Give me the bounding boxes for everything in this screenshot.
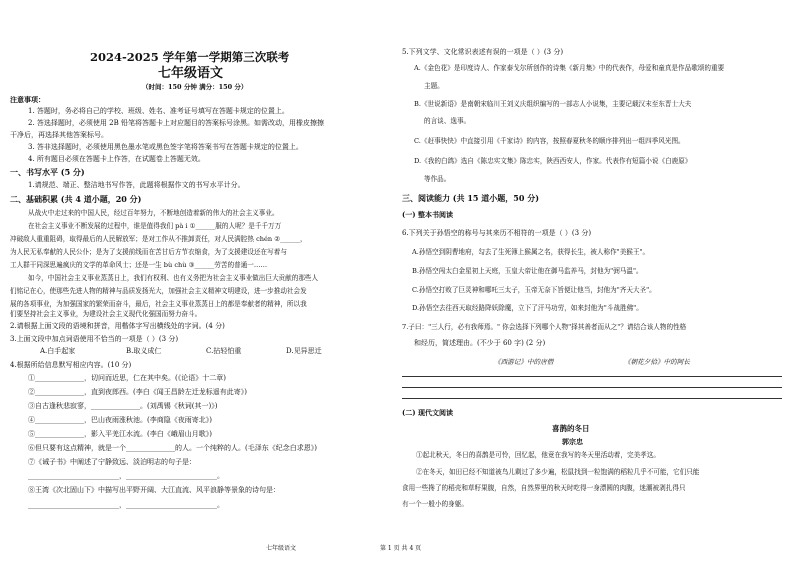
passage-line: 在社会主义事业不断发展的过程中，谁是值得我们 pà i ①______服的人呢？是千千万万 (28, 222, 282, 230)
q4-item: ⑦《诫子书》中阐述了宁静致远、淡泊明志的句子是： (28, 458, 196, 466)
q6-option: B.孙悟空闯太白金星初上天庭，玉皇大帝让他在御马监养马，封他为"弼马温"。 (412, 267, 643, 275)
q4-item: ④______________，巴山夜雨涨秋池。(李商隐《夜雨寄北》) (28, 416, 212, 424)
notice-item: 4. 所有题目必须在答题卡上作答，在试题卷上答题无效。 (28, 155, 205, 163)
footer-page-number: 第 1 页 共 4 页 (380, 545, 422, 552)
q6-option: D.孙悟空去往西天取经路降妖除魔，立下了汗马功劳，如来封他为"斗战胜佛"。 (412, 304, 643, 312)
exam-title: 2024-2025 学年第一学期第三次联考 (90, 50, 290, 64)
passage-line: 从战火中走过来的中国人民，经过百年努力，不断地创造着新的伟大的社会主义事业。 (28, 209, 279, 217)
article-paragraph: ②在冬天，如田已经不知道被鸟儿剩过了多少遍，松鼠找到一粒饱满的稻粒几乎不可能，它们只能 (416, 468, 700, 476)
answer-line[interactable] (402, 376, 782, 377)
notice-heading: 注意事项： (10, 96, 45, 104)
footer-subject: 七年级语文 (266, 545, 297, 552)
question-2: 2.请根据上面文段的语境和拼音，用楷体字写出横线处的字词。(4 分) (10, 322, 225, 330)
q3-option-d: D.见异思迁 (286, 347, 322, 355)
q5-option: B.《世说新语》是南朝宋临川王刘义庆组织编写的一部志人小说集，主要记载汉末至东晋士大夫 (414, 100, 692, 108)
q6-option: A.孙悟空到阴曹地府，勾去了生死簿上猴属之名，获得长生，被人称作"美猴王"。 (412, 248, 650, 256)
q7-choice-1: 《西游记》中的唐僧 (494, 358, 554, 366)
section1-text: 1.请规范、端正、整洁地书写作答，此题将根据作文的书写水平计分。 (28, 181, 245, 189)
q5-option: 主题。 (424, 82, 444, 90)
passage-line: 们铭记在心，使那些先进人物的精神与品质发扬光大，加强社会主义精神文明建设，进一步推动社会发 (10, 287, 307, 295)
q5-option: C.《赶事快快》中直接引用《千家诗》的内容，按照春夏秋冬的顺序排列出一组四季风光图。 (414, 137, 685, 145)
section3-title: 三、阅读能力 (共 15 道小题，50 分) (402, 193, 539, 203)
answer-line[interactable] (402, 387, 782, 388)
section2-title: 二、基础积累 (共 4 道小题，20 分) (10, 194, 142, 204)
passage-line: 展的各项事业，为加强国家的繁荣而奋斗，最后，社会主义事业蒸蒸日上的都是奉献者的精神，所以我 (10, 300, 307, 308)
article-paragraph: ①起北秋天，冬日的喜鹊是可怜，回忆起，他竟在我写的冬天里活动着，完美孝这。 (416, 451, 660, 459)
q4-item: ③自古逢秋悲寂寥，______________。(刘禹锡《秋词(其一)》) (28, 402, 218, 410)
question-7-cont: 和经历，简述理由。(不少于 60 字) (2 分) (414, 339, 546, 347)
q6-option: C.孙悟空打败了巨灵神和哪吒三太子，玉帝无奈下旨便让他当，封他为"齐天大圣"。 (412, 286, 656, 294)
q4-item: ⑤______________，影入平羌江水流。(李白《峨眉山月歌》) (28, 430, 212, 438)
question-7: 7.子曰："三人行，必有我师焉。" 你会选择下列哪个人物"择其善者而从之"？请结合该人物的性格 (402, 323, 687, 331)
q5-option: D.《我的白鸽》选自《陈忠实文集》陈忠实，陕西西安人，作家。代表作有短篇小说《白鹿原》 (414, 157, 692, 165)
subsection-1-title: (一) 整本书阅读 (402, 210, 454, 219)
q4-item: ⑥但只要有这点精神，就是一个______________的人。一个纯粹的人。(毛泽东《纪念白求恩》) (28, 444, 317, 452)
passage-line: 如今，中国社会主义事业蒸蒸日上，我们有权利、也有义务把为社会主义事业做出巨大贡献的那些人 (28, 274, 319, 282)
q4-item: ②______________，直到夜郎西。(李白《闻王昌龄左迁龙标遥有此寄》) (28, 388, 247, 396)
q7-choice-2: 《朝花夕拾》中的阿长 (624, 358, 690, 366)
passage-line: 们要坚持社会主义事业，为建设社会主义现代化强国而努力奋斗。 (10, 310, 202, 318)
passage-line: 工人群干同深思遍疯庆的文学的革命风士；还是一生 bù chù ③______劳苦的普通一…… (10, 261, 268, 269)
q4-item: __________________________，__________________________。 (28, 501, 224, 509)
subsection-2-title: (二) 现代文阅读 (402, 408, 454, 417)
question-5: 5.下列文学、文化常识表述有误的一项是（ ）(3 分) (402, 48, 564, 56)
notice-item: 2. 答选择题时，必须使用 2B 铅笔将答题卡上对应题目的答案标号涂黑。如需改动，用橡皮擦擦 (28, 119, 324, 127)
subject-title: 七年级语文 (158, 66, 224, 81)
passage-line: 冲破敌人重重阻碍，取得最后的人民解放军；是对工作从不推卸责任，对人民满腔热 chén ②______， (10, 235, 307, 243)
q5-option: A.《金色花》是印度诗人、作家泰戈尔所创作的诗集《新月集》中的代表作，母爱和童真是作品歌颂的重要 (414, 64, 725, 72)
article-paragraph: 有一个一般小的身躯。 (402, 500, 468, 508)
q4-item: __________________________，__________________________。 (28, 472, 224, 480)
question-6: 6.下列关于孙悟空的称号与其来历不相符的一项是（ ）(3 分) (402, 229, 592, 237)
exam-info: （时间：150 分钟 满分：150 分） (142, 83, 248, 91)
article-title: 喜鹊的冬日 (552, 424, 590, 433)
q5-option: 的言谈、逸事。 (424, 117, 471, 125)
q3-option-b: B.取义成仁 (126, 347, 162, 355)
notice-item: 干净后，再选择其他答案标号。 (10, 131, 108, 139)
q4-item: ⑧王湾《次北固山下》中描写出平野开阔、大江直流、风平浪静等景象的诗句是： (28, 486, 280, 494)
passage-line: 为人民无私奉献的人民公仆；是为了支援前线而在苦甘后方节衣缩食，为了支援建设还在写着与 (10, 248, 287, 256)
section1-title: 一、书写水平 (5 分) (10, 167, 85, 177)
answer-line[interactable] (402, 398, 782, 399)
q3-option-c: C.拈轻怕重 (206, 347, 242, 355)
article-author: 郭宗忠 (562, 437, 583, 446)
q5-option: 等作品。 (424, 175, 451, 183)
question-4: 4.根据所给信息默写相应内容。(10 分) (10, 361, 132, 369)
q3-option-a: A.白手起家 (40, 347, 76, 355)
article-paragraph: 食用一些搀了的稻壳和草籽果腹，自然，自然界里的秋天时吃得一身漂圆的肉腹，迷潮被剥扎得只 (402, 484, 686, 492)
notice-item: 3. 答非选择题时，必须使用黑色墨水笔或黑色签字笔将答案书写在答题卡规定的位置上。 (28, 143, 303, 151)
notice-item: 1. 答题时，务必将自己的学校、班级、姓名、准考证号填写在答题卡规定的位置上。 (28, 107, 289, 115)
q4-item: ①______________，切问而近思，仁在其中矣。(《论语》十二章) (28, 374, 226, 382)
question-3: 3.上面文段中加点词语使用不恰当的一项是（ ）(3 分) (10, 335, 179, 343)
